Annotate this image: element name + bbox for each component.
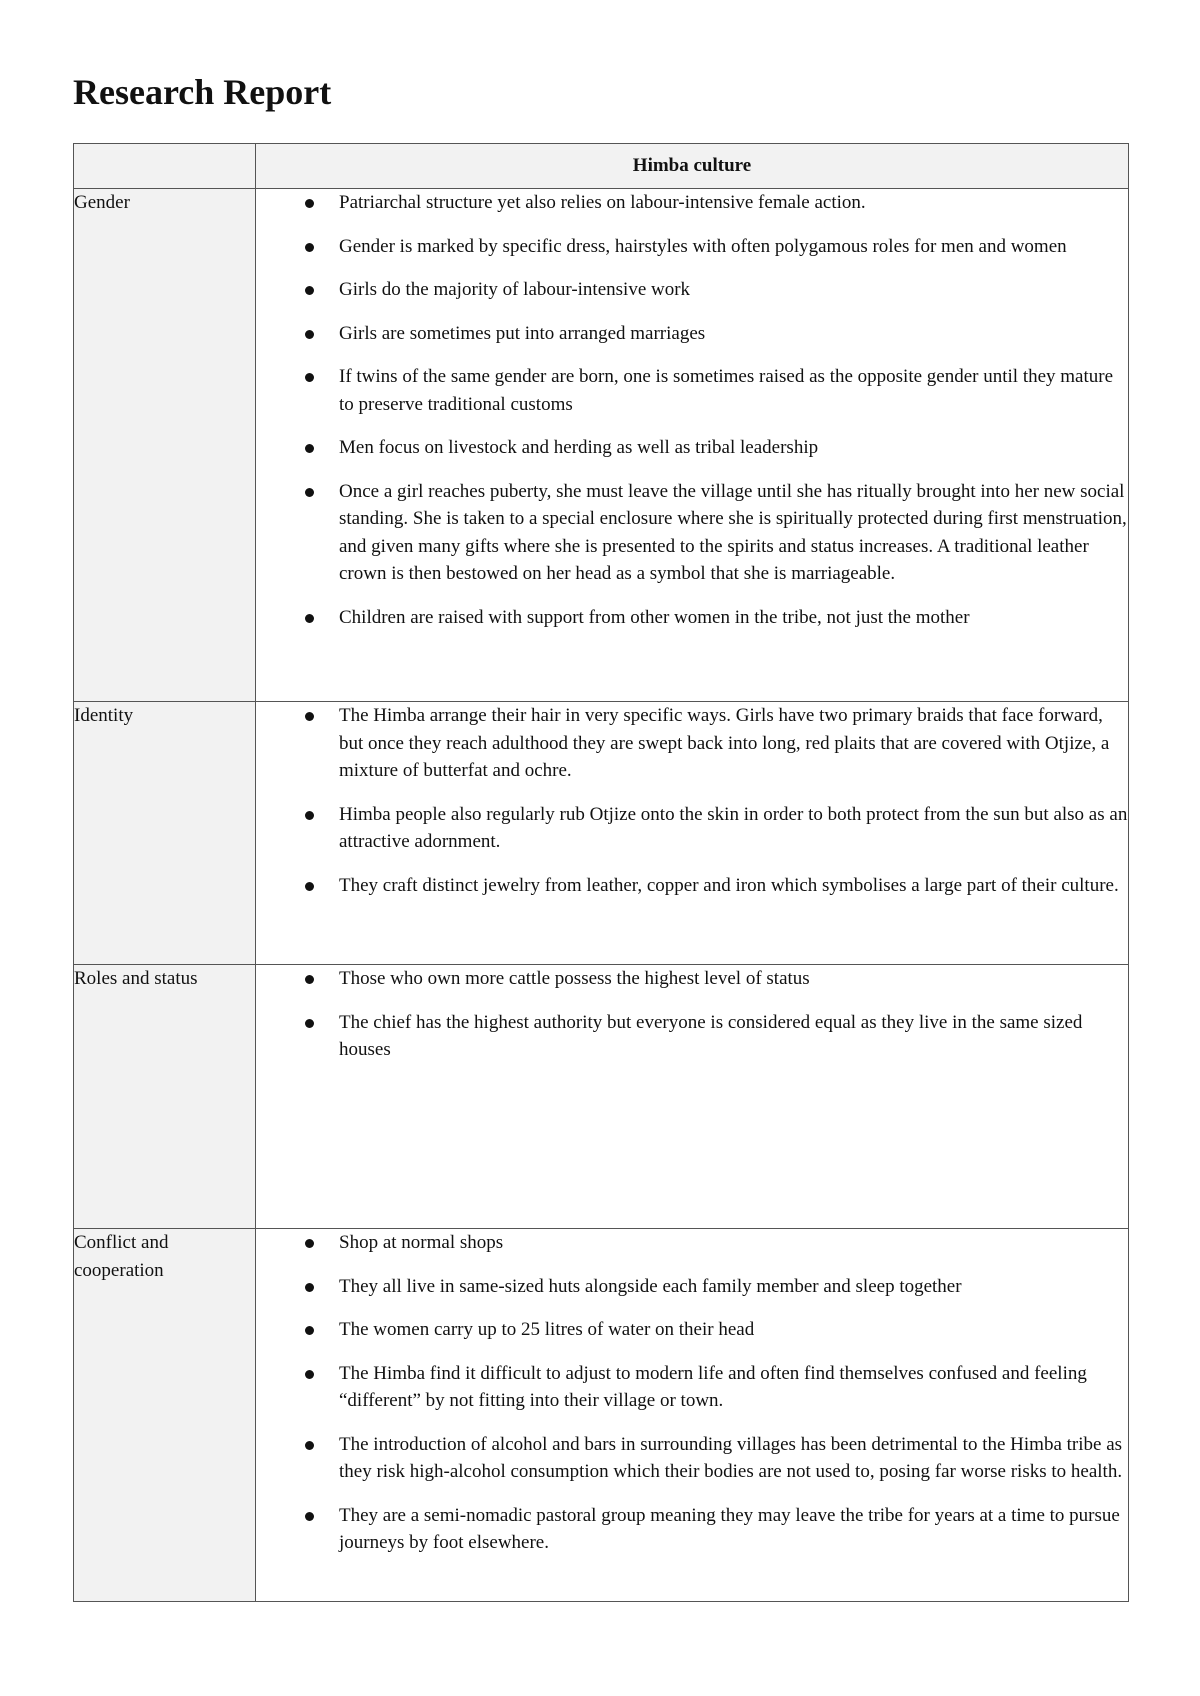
row-label-conflict-and-cooperation: Conflict and cooperation <box>74 1229 256 1602</box>
header-corner-cell <box>74 144 256 189</box>
page-title: Research Report <box>73 72 332 112</box>
row-content-identity <box>256 702 1129 965</box>
list-item: Girls do the majority of labour-intensive work <box>256 276 1128 304</box>
list-item: Once a girl reaches puberty, she must leave the village until she has ritually brought into her new social standing. She is taken to a special enclosure where she is spiritually protected during first menstruation, and given many gifts where she is presented to the spirits and status increases. A traditional leather crown is then bestowed on her head as a symbol that she is marriageable. <box>256 478 1128 588</box>
table-row-gender <box>74 189 1129 702</box>
bullet-list-gender <box>256 189 1128 631</box>
table-header-row <box>74 144 1129 189</box>
list-item: Girls are sometimes put into arranged marriages <box>256 320 1128 348</box>
list-item: The Himba arrange their hair in very specific ways. Girls have two primary braids that face forward, but once they reach adulthood they are swept back into long, red plaits that are covered with Otjize, a mixture of butterfat and ochre. <box>256 702 1128 785</box>
list-item: If twins of the same gender are born, one is sometimes raised as the opposite gender until they mature to preserve traditional customs <box>256 363 1128 418</box>
row-content-gender <box>256 189 1129 702</box>
header-himba-culture: Himba culture <box>256 144 1129 189</box>
list-item: Gender is marked by specific dress, hairstyles with often polygamous roles for men and women <box>256 233 1128 261</box>
list-item: The chief has the highest authority but everyone is considered equal as they live in the same sized houses <box>256 1009 1128 1064</box>
list-item: Patriarchal structure yet also relies on labour-intensive female action. <box>256 189 1128 217</box>
list-item: They all live in same-sized huts alongside each family member and sleep together <box>256 1273 1128 1301</box>
row-label-identity: Identity <box>74 702 256 965</box>
list-item: Those who own more cattle possess the highest level of status <box>256 965 1128 993</box>
table-row-identity <box>74 702 1129 965</box>
list-item: The women carry up to 25 litres of water on their head <box>256 1316 1128 1344</box>
row-label-gender: Gender <box>74 189 256 702</box>
bullet-list-identity <box>256 702 1128 899</box>
list-item: Children are raised with support from other women in the tribe, not just the mother <box>256 604 1128 632</box>
list-item: Men focus on livestock and herding as well as tribal leadership <box>256 434 1128 462</box>
row-content-conflict-and-cooperation <box>256 1229 1129 1602</box>
list-item: They craft distinct jewelry from leather, copper and iron which symbolises a large part of their culture. <box>256 872 1128 900</box>
row-label-roles-and-status: Roles and status <box>74 965 256 1229</box>
bullet-list-roles-and-status <box>256 965 1128 1064</box>
list-item: The introduction of alcohol and bars in surrounding villages has been detrimental to the Himba tribe as they risk high-alcohol consumption which their bodies are not used to, posing far worse risks to health. <box>256 1431 1128 1486</box>
list-item: They are a semi-nomadic pastoral group meaning they may leave the tribe for years at a time to pursue journeys by foot elsewhere. <box>256 1502 1128 1557</box>
bullet-list-conflict-and-cooperation <box>256 1229 1128 1557</box>
row-content-roles-and-status <box>256 965 1129 1229</box>
list-item: Shop at normal shops <box>256 1229 1128 1257</box>
table-row-roles-and-status <box>74 965 1129 1229</box>
list-item: The Himba find it difficult to adjust to modern life and often find themselves confused and feeling “different” by not fitting into their village or town. <box>256 1360 1128 1415</box>
table-row-conflict-and-cooperation <box>74 1229 1129 1602</box>
list-item: Himba people also regularly rub Otjize onto the skin in order to both protect from the sun but also as an attractive adornment. <box>256 801 1128 856</box>
research-table <box>73 143 1129 1602</box>
